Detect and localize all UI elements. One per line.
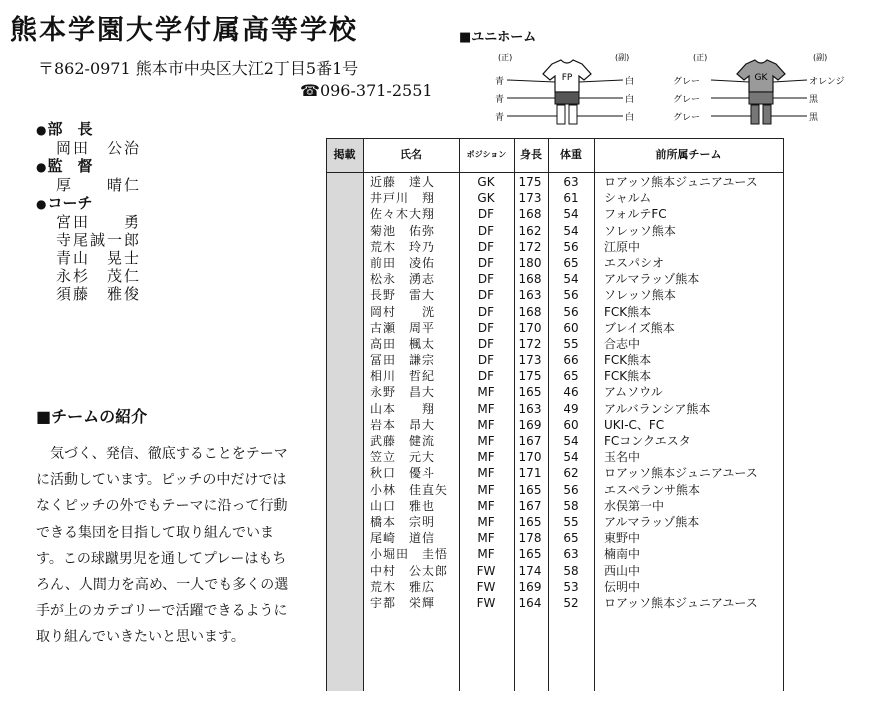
gk-shirt-primary: グレー [673,77,701,87]
gk-label: GK [754,73,768,83]
player-name: 相川 哲紀 [370,369,436,384]
player-height: 173 [518,353,542,368]
player-weight: 52 [563,595,579,610]
player-prev-team: シャルム [604,191,652,206]
intro-text: 気づく、発信、徹底することをテーマに活動しています。ピッチの中だけではなくピッチの外でもテーマに沿って行動できる集団を目指して取り組んでいます。この球蹴男児を通してプレーはもちろん、人間力を高め、一人でも多くの選手が上のカテゴリーで活躍できるように取り組んでいきたいと思います。 [36,446,289,646]
player-prev-team: アルバランシア熊本 [604,401,711,416]
table-row [326,206,784,222]
table-row [326,239,784,255]
player-prev-team: アルマラッゾ熊本 [604,514,700,529]
player-name: 近藤 達人 [370,175,436,189]
gk-socks-secondary: 黒 [809,113,819,123]
player-prev-team: 西山中 [604,563,641,578]
player-name: 永野 昌大 [370,385,436,400]
player-height: 178 [518,531,542,546]
player-position: GK [477,191,495,206]
staff-list [36,120,141,303]
player-position: DF [477,272,495,287]
player-weight: 65 [563,531,579,546]
player-prev-team: 楠南中 [604,547,641,562]
player-prev-team: ソレッソ熊本 [604,223,676,238]
player-position: DF [477,239,495,254]
player-height: 174 [518,563,542,578]
fp-shirt-primary: 青 [495,77,505,87]
player-height: 163 [518,401,542,416]
player-height: 165 [518,482,542,497]
player-position: MF [477,385,495,400]
intro-heading: ■チームの紹介 [36,407,148,426]
table-row [326,384,784,400]
uniform-title: ■ユニホーム [459,30,537,45]
player-name: 佐々木大翔 [370,207,436,222]
table-row [326,255,784,271]
roster-rows [326,174,784,611]
player-weight: 54 [563,272,579,287]
gk-secondary-tag: (副) [813,53,828,62]
table-row [326,190,784,206]
player-prev-team: ロアッソ熊本ジュニアユース [604,595,758,610]
player-name: 井戸川 翔 [370,191,436,206]
player-weight: 65 [563,255,579,270]
player-prev-team: FCK熊本 [604,353,652,368]
player-weight: 63 [563,175,579,189]
player-prev-team: アルマラッゾ熊本 [604,272,700,287]
table-row [326,514,784,530]
fp-socks-secondary: 白 [625,113,635,123]
player-name: 山本 翔 [370,401,436,416]
player-weight: 61 [563,191,579,206]
player-weight: 56 [563,482,579,497]
player-height: 165 [518,514,542,529]
player-position: DF [477,255,495,270]
player-name: 宇都 栄輝 [370,595,436,610]
player-prev-team: 伝明中 [604,579,641,594]
fp-socks-primary: 青 [495,113,505,123]
player-prev-team: フォルテFC [604,207,667,222]
player-position: DF [477,288,495,303]
player-prev-team: 東野中 [604,531,641,546]
player-height: 170 [518,450,542,465]
player-height: 162 [518,223,542,238]
staff-assistant-name: 宮田 勇 [56,213,142,231]
player-weight: 62 [563,466,579,481]
staff-role-assistant: ●コーチ [36,194,93,212]
table-row [326,563,784,579]
player-height: 180 [518,255,542,270]
player-position: MF [477,482,495,497]
player-height: 168 [518,304,542,319]
player-prev-team: FCコンクエスタ [604,434,691,448]
player-name: 荒木 雅広 [370,579,436,594]
fp-socks-icon [557,105,577,124]
table-row [326,223,784,239]
staff-coach-name: 厚 晴仁 [56,176,142,194]
player-height: 170 [518,320,542,335]
player-height: 164 [518,595,542,610]
player-weight: 63 [563,547,579,562]
fp-shorts-secondary: 白 [625,95,635,105]
player-position: MF [477,547,495,562]
player-name: 松永 湧志 [370,272,436,287]
gk-uniform [673,52,845,124]
player-position: FW [476,579,496,594]
player-weight: 58 [563,563,579,578]
player-position: DF [477,320,495,335]
table-row [326,498,784,514]
player-position: MF [477,417,495,432]
table-row [326,401,784,417]
player-name: 荒木 玲乃 [370,239,436,254]
player-height: 175 [518,175,542,189]
player-height: 172 [518,336,542,351]
player-name: 小林 佳直矢 [370,482,449,497]
fp-shorts-primary: 青 [495,95,505,105]
player-prev-team: エスペランサ熊本 [604,482,701,497]
staff-director-name: 岡田 公治 [56,139,142,157]
player-weight: 56 [563,239,579,254]
player-height: 171 [518,466,542,481]
table-row [326,352,784,368]
header-name: 氏名 [400,148,422,161]
gk-shorts-secondary: 黒 [809,95,819,105]
player-weight: 65 [563,369,579,384]
table-row [326,174,784,190]
player-height: 175 [518,369,542,384]
phone-icon: ☎ [300,81,320,100]
staff-role-coach: ●監 督 [36,157,93,175]
player-weight: 55 [563,336,579,351]
player-height: 168 [518,272,542,287]
header-weight: 体重 [560,148,582,161]
player-position: DF [477,223,495,238]
player-height: 167 [518,498,542,513]
player-weight: 54 [563,450,579,465]
player-prev-team: 水俣第一中 [604,498,665,513]
table-row [326,482,784,498]
table-row [326,449,784,465]
player-prev-team: FCK熊本 [604,369,652,384]
player-name: 山口 雅也 [370,498,436,513]
table-row [326,465,784,481]
player-name: 前田 凌佑 [370,255,436,270]
player-prev-team: ソレッソ熊本 [604,288,676,303]
school-phone [300,81,433,100]
player-name: 橋本 宗明 [370,514,436,529]
gk-shirt-secondary: オレンジ [809,77,845,87]
player-weight: 49 [563,401,579,416]
player-weight: 56 [563,304,579,319]
player-weight: 55 [563,514,579,529]
player-prev-team: ロアッソ熊本ジュニアユース [604,175,758,189]
player-prev-team: ブレイズ熊本 [604,320,675,335]
staff-assistant-name: 須藤 雅俊 [56,285,142,303]
gk-primary-tag: (正) [693,53,708,62]
bullet-icon: ● [36,123,47,137]
player-height: 165 [518,385,542,400]
gk-shorts-primary: グレー [673,95,701,105]
player-prev-team: UKI-C、FC [604,417,665,432]
player-name: 秋口 優斗 [370,466,436,481]
player-weight: 58 [563,498,579,513]
player-position: GK [477,175,495,189]
player-position: MF [477,401,495,416]
player-name: 高田 楓太 [370,336,436,351]
table-row [326,368,784,384]
player-height: 173 [518,191,542,206]
staff-assistant-name: 青山 晃士 [56,249,142,267]
player-weight: 46 [563,385,579,400]
roster-table [326,138,784,691]
table-row [326,320,784,336]
player-position: DF [477,304,495,319]
table-row [326,271,784,287]
bullet-icon: ● [36,160,47,174]
table-row [326,287,784,303]
phone-number: 096-371-2551 [319,81,433,100]
player-height: 165 [518,547,542,562]
header-prev-team: 前所属チーム [655,148,722,161]
player-prev-team: アムソウル [604,385,663,400]
player-weight: 54 [563,207,579,222]
header-height: 身長 [520,148,542,161]
player-position: MF [477,434,495,448]
player-prev-team: FCK熊本 [604,304,652,319]
player-name: 長野 雷大 [370,288,436,303]
player-position: MF [477,498,495,513]
table-row [326,304,784,320]
player-prev-team: 江原中 [604,239,641,254]
player-prev-team: ロアッソ熊本ジュニアユース [604,466,758,481]
player-position: FW [476,563,496,578]
player-position: MF [477,466,495,481]
player-position: DF [477,353,495,368]
gk-shorts-icon [749,92,773,104]
player-name: 小堀田 圭悟 [370,547,449,562]
header-position: ポジション [466,150,507,159]
player-name: 冨田 謙宗 [370,353,436,368]
player-weight: 66 [563,353,579,368]
fp-shorts-icon [555,92,579,104]
player-height: 169 [518,579,542,594]
table-row [326,417,784,433]
fp-uniform [495,52,634,124]
player-height: 163 [518,288,542,303]
player-position: MF [477,531,495,546]
player-name: 笠立 元大 [370,450,436,465]
player-height: 172 [518,239,542,254]
player-weight: 54 [563,434,579,448]
table-row [326,595,784,611]
player-height: 168 [518,207,542,222]
player-position: DF [477,369,495,384]
staff-assistant-name: 寺尾誠一郎 [56,231,142,249]
player-name: 岡村 洸 [370,304,436,319]
player-name: 武藤 健流 [370,434,436,448]
player-prev-team: 玉名中 [604,450,641,465]
player-weight: 54 [563,223,579,238]
staff-assistant-name: 永杉 茂仁 [56,267,142,285]
player-weight: 60 [563,417,579,432]
player-name: 中村 公太郎 [370,563,449,578]
fp-secondary-tag: (副) [615,53,630,62]
table-row [326,579,784,595]
player-position: DF [477,336,495,351]
uniform-diagrams [495,48,865,134]
player-position: MF [477,514,495,529]
school-name: 熊本学園大学付属高等学校 [10,15,358,46]
gk-socks-icon [751,105,771,124]
player-position: DF [477,207,495,222]
gk-socks-primary: グレー [673,113,701,123]
staff-role-director: ●部 長 [36,120,93,138]
player-prev-team: 合志中 [604,336,641,351]
bullet-icon: ● [36,197,47,211]
player-position: MF [477,450,495,465]
player-name: 岩本 昂大 [370,417,436,432]
player-prev-team: エスパシオ [604,255,665,270]
fp-primary-tag: (正) [498,53,513,62]
table-row [326,336,784,352]
fp-label: FP [561,73,573,83]
player-weight: 60 [563,320,579,335]
table-row [326,546,784,562]
player-name: 尾崎 道信 [370,531,436,546]
player-height: 167 [518,434,542,448]
player-name: 菊池 佑弥 [370,223,436,238]
player-height: 169 [518,417,542,432]
table-row [326,433,784,449]
header-listed: 掲載 [333,148,356,161]
table-row [326,530,784,546]
player-weight: 53 [563,579,579,594]
player-position: FW [476,595,496,610]
player-weight: 56 [563,288,579,303]
fp-shirt-secondary: 白 [625,77,635,87]
school-address: 〒862-0971 熊本市中央区大江2丁目5番1号 [38,59,359,78]
player-name: 古瀬 周平 [370,320,436,335]
